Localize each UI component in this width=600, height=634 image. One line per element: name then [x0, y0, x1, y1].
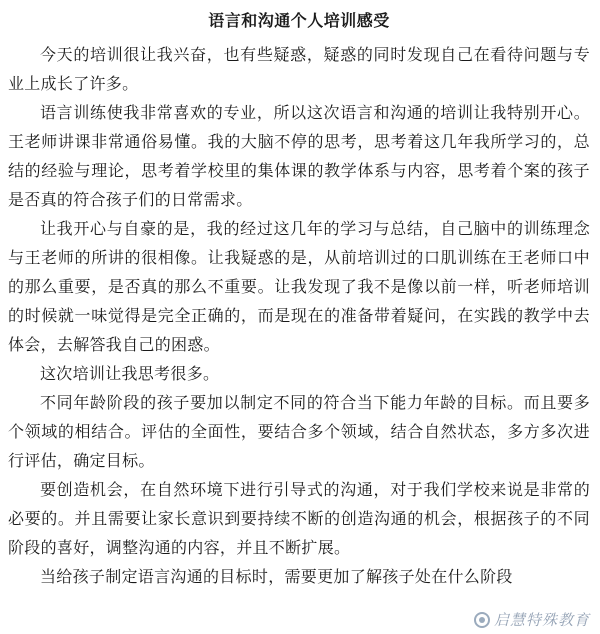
- circle-logo-icon: [474, 612, 490, 628]
- paragraph-6: 要创造机会，在自然环境下进行引导式的沟通，对于我们学校来说是非常的必要的。并且需要让家长意识到要持续不断的创造沟通的机会，根据孩子的不同阶段的喜好，调整沟通的内容，并且不断扩展。: [8, 480, 590, 557]
- paragraph-3: 让我开心与自豪的是，我的经过这几年的学习与总结，自己脑中的训练理念与王老师的所讲的很相像。让我疑惑的是，从前培训过的口肌训练在王老师口中的那么重要，是否真的那么不重要。让我发现了我不是像以前一样，听老师培训的时候就一味觉得是完全正确的，而是现在的准备带着疑问，在实践的教学中去体会，去解答我自己的困惑。: [8, 219, 590, 354]
- watermark: [474, 609, 590, 630]
- paragraph-2: 语言训练使我非常喜欢的专业，所以这次语言和沟通的培训让我特别开心。王老师讲课非常通俗易懂。我的大脑不停的思考，思考着这几年我所学习的，总结的经验与理论，思考着学校里的集体课的教学体系与内容，思考着个案的孩子是否真的符合孩子们的日常需求。: [8, 103, 590, 209]
- paragraph-4: 这次培训让我思考很多。: [40, 364, 220, 383]
- paragraph-7: 当给孩子制定语言沟通的目标时，需要更加了解孩子处在什么阶段: [40, 567, 513, 586]
- document-title: 语言和沟通个人培训感受: [208, 11, 390, 30]
- watermark-text: 启慧特殊教育: [493, 611, 590, 629]
- paragraph-1: 今天的培训很让我兴奋，也有些疑惑，疑惑的同时发现自己在看待问题与专业上成长了许多。: [8, 45, 590, 93]
- paragraph-5: 不同年龄阶段的孩子要加以制定不同的符合当下能力年龄的目标。而且要多个领域的相结合。评估的全面性，要结合多个领域，结合自然状态，多方多次进行评估，确定目标。: [8, 393, 590, 470]
